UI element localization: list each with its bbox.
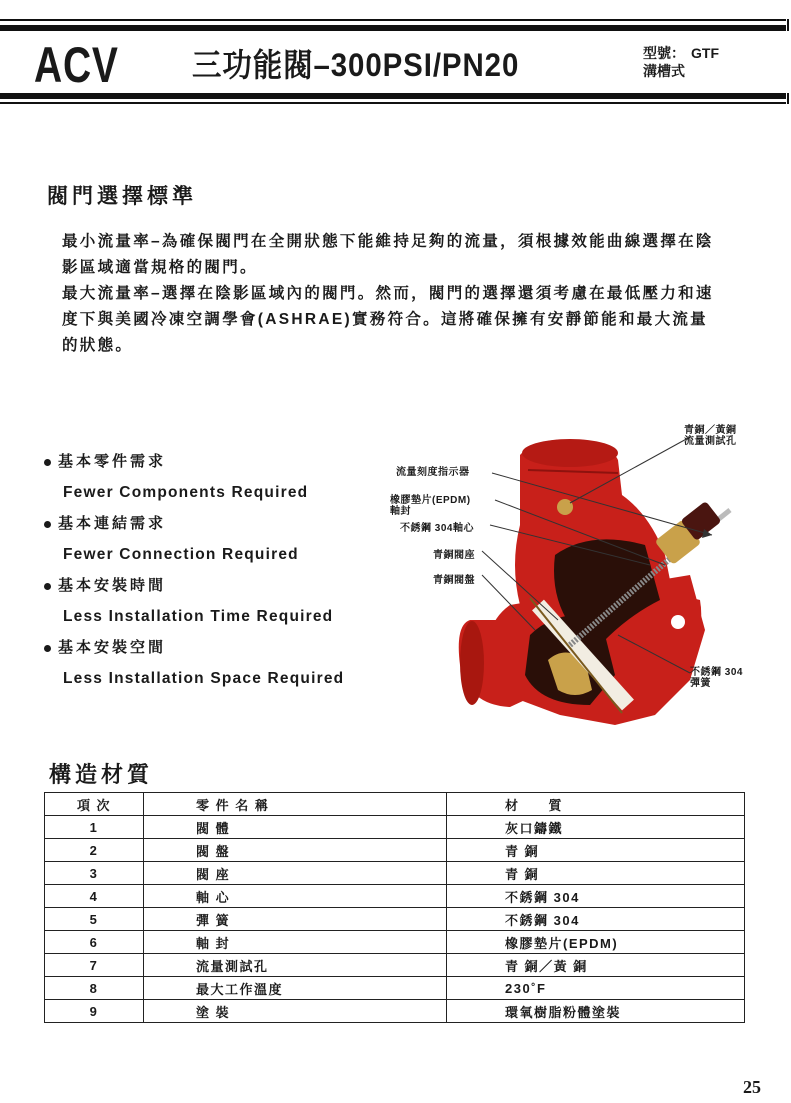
cell-no: 8	[45, 977, 144, 1000]
cell-part: 流量測試孔	[144, 954, 447, 977]
bullet-icon	[44, 521, 51, 528]
paragraph-line: 的狀態。	[62, 337, 134, 354]
table-row	[45, 954, 745, 977]
cell-material: 青 銅	[447, 839, 745, 862]
table-row	[45, 977, 745, 1000]
table-row	[45, 931, 745, 954]
bullet-icon	[44, 459, 51, 466]
model-label: 型號：	[643, 45, 685, 61]
table-row	[45, 1000, 745, 1023]
table-row	[45, 908, 745, 931]
feature-zh: 基本安裝空間	[58, 639, 167, 656]
connection-type: 溝槽式	[643, 63, 685, 79]
table-row	[45, 862, 745, 885]
cell-material: 不銹鋼 304	[447, 908, 745, 931]
cell-material: 青 銅／黃 銅	[447, 954, 745, 977]
callout-disc: 青銅閥盤	[433, 575, 475, 586]
feature-en: Fewer Components Required	[63, 484, 309, 501]
callout-seal: 橡膠墊片(EPDM) 軸封	[390, 495, 471, 517]
cell-no: 5	[45, 908, 144, 931]
cell-material: 230˚F	[447, 977, 745, 1000]
cell-no: 3	[45, 862, 144, 885]
paragraph-line: 最小流量率–為確保閥門在全開狀態下能維持足夠的流量，須根據效能曲線選擇在陰	[62, 233, 714, 250]
callout-flow-indicator: 流量刻度指示器	[396, 467, 470, 478]
header-rule-bottom-thick	[0, 93, 786, 99]
cell-material: 環氧樹脂粉體塗裝	[447, 1000, 745, 1023]
callout-spring: 不銹鋼 304 彈簧	[690, 667, 743, 689]
callout-seat: 青銅閥座	[433, 550, 475, 561]
header-rule-end-top	[787, 19, 789, 31]
cell-material: 灰口鑄鐵	[447, 816, 745, 839]
cell-part: 軸 封	[144, 931, 447, 954]
cell-material: 橡膠墊片(EPDM)	[447, 931, 745, 954]
paragraph-line: 影區域適當規格的閥門。	[62, 259, 258, 276]
header-rule-top-thick	[0, 25, 786, 31]
page-title: 三功能閥–300PSI/PN20	[192, 47, 520, 83]
paragraph-line: 度下與美國冷凍空調學會(ASHRAE)實務符合。這將確保擁有安靜節能和最大流量	[62, 311, 708, 328]
cell-part: 最大工作溫度	[144, 977, 447, 1000]
header-rule-end-bottom	[787, 93, 789, 104]
cell-part: 閥 座	[144, 862, 447, 885]
cell-no: 9	[45, 1000, 144, 1023]
column-header: 材 質	[447, 793, 745, 816]
callout-stem: 不銹鋼 304軸心	[400, 523, 474, 534]
cell-no: 6	[45, 931, 144, 954]
header-rule-bottom-thin	[0, 102, 786, 104]
feature-zh: 基本連結需求	[58, 515, 167, 532]
table-row	[45, 816, 745, 839]
feature-zh: 基本安裝時間	[58, 577, 167, 594]
model-value: GTF	[691, 45, 719, 61]
column-header: 項 次	[45, 793, 144, 816]
cell-material: 青 銅	[447, 862, 745, 885]
selection-heading: 閥門選擇標準	[47, 185, 197, 208]
header-rule-top-thin	[0, 19, 786, 21]
bullet-icon	[44, 583, 51, 590]
cell-part: 閥 體	[144, 816, 447, 839]
bullet-icon	[44, 645, 51, 652]
cell-part: 彈 簧	[144, 908, 447, 931]
table-header-row	[45, 793, 745, 816]
cell-material: 不銹鋼 304	[447, 885, 745, 908]
brand-logo: ACV	[34, 37, 119, 93]
feature-zh: 基本零件需求	[58, 453, 167, 470]
feature-list	[44, 452, 374, 700]
model-info	[643, 44, 719, 80]
selection-paragraph	[62, 229, 742, 359]
feature-item	[44, 576, 374, 607]
cell-no: 1	[45, 816, 144, 839]
table-row	[45, 885, 745, 908]
page-number: 25	[743, 1077, 761, 1097]
feature-en: Less Installation Time Required	[63, 608, 334, 625]
feature-item	[44, 638, 374, 669]
cell-no: 7	[45, 954, 144, 977]
valve-cutaway-diagram	[360, 415, 780, 735]
cell-part: 軸 心	[144, 885, 447, 908]
feature-item	[44, 514, 374, 545]
cell-no: 2	[45, 839, 144, 862]
table-row	[45, 839, 745, 862]
cell-no: 4	[45, 885, 144, 908]
materials-heading: 構造材質	[49, 762, 154, 787]
callout-test-port: 青銅／黃銅 流量測試孔	[684, 425, 737, 447]
feature-en: Fewer Connection Required	[63, 546, 299, 563]
feature-item	[44, 452, 374, 483]
cell-part: 塗 裝	[144, 1000, 447, 1023]
column-header: 零 件 名 稱	[144, 793, 447, 816]
cell-part: 閥 盤	[144, 839, 447, 862]
materials-table	[44, 792, 745, 1023]
feature-en: Less Installation Space Required	[63, 670, 345, 687]
paragraph-line: 最大流量率–選擇在陰影區域內的閥門。然而，閥門的選擇還須考慮在最低壓力和速	[62, 285, 714, 302]
